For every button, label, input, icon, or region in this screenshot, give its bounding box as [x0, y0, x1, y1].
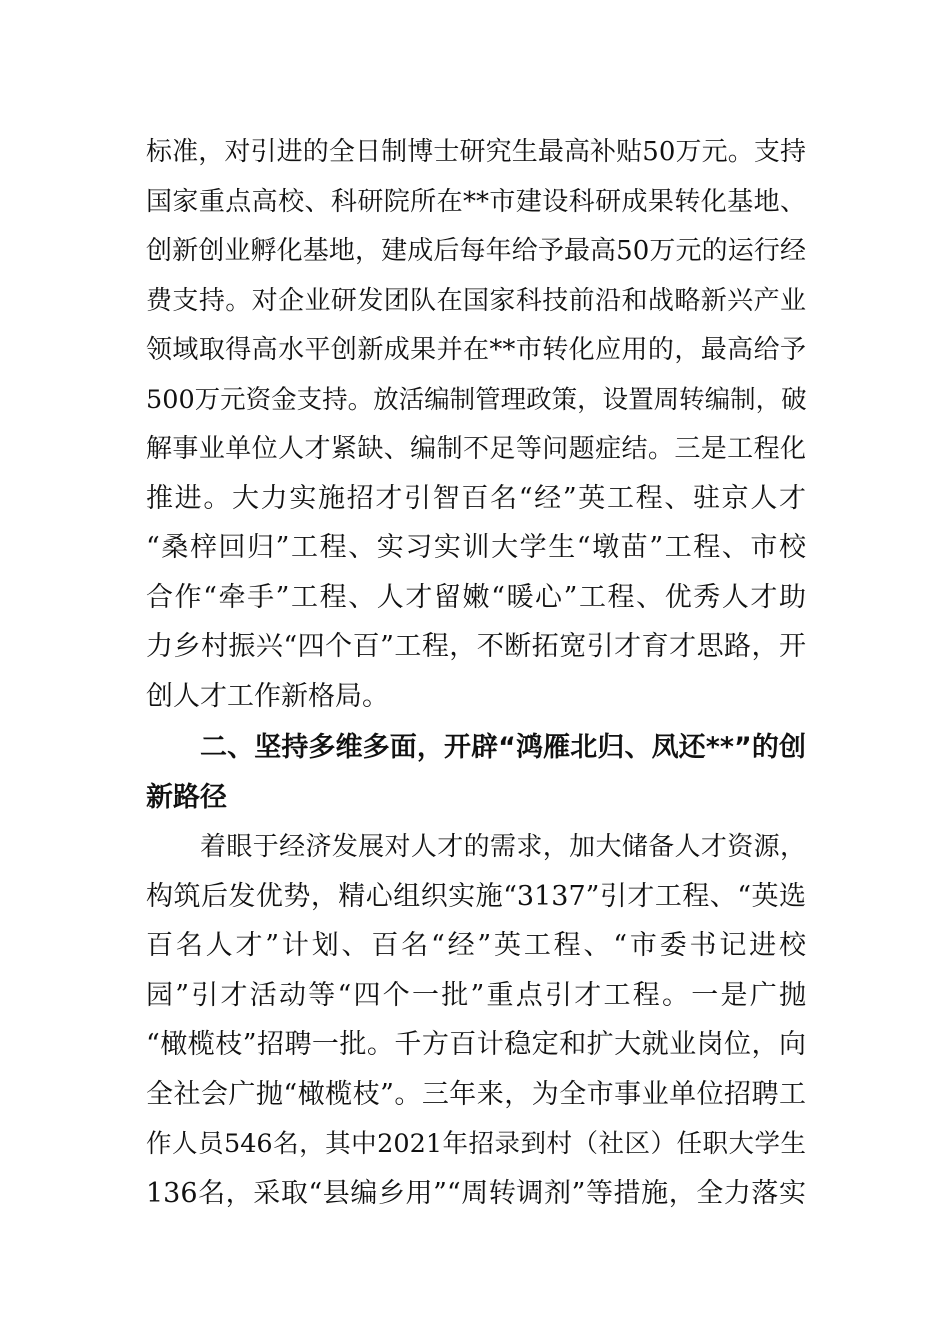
text-line: 作人员546名，其中2021年招录到村（社区）任职大学生	[146, 1129, 806, 1159]
text-line: 合作“牵手”工程、人才留嫩“暖心”工程、优秀人才助	[146, 582, 806, 613]
text-line: 国家重点高校、科研院所在**市建设科研成果转化基地、	[146, 187, 806, 217]
text-line: “桑梓回归”工程、实习实训大学生“墩苗”工程、市校	[146, 532, 806, 563]
section-heading: 二、坚持多维多面，开辟“鸿雁北归、凤还**”的创	[200, 732, 806, 763]
text-line: “橄榄枝”招聘一批。千方百计稳定和扩大就业岗位，向	[146, 1029, 806, 1060]
text-line: 力乡村振兴“四个百”工程，不断拓宽引才育才思路，开	[146, 631, 806, 662]
text-line: 百名人才”计划、百名“经”英工程、“市委书记进校	[146, 930, 806, 961]
text-line: 领域取得高水平创新成果并在**市转化应用的，最高给予	[146, 335, 806, 365]
text-line: 构筑后发优势，精心组织实施“3137”引才工程、“英选	[146, 881, 806, 912]
text-line: 费支持。对企业研发团队在国家科技前沿和战略新兴产业	[146, 286, 806, 316]
text-line: 全社会广抛“橄榄枝”。三年来，为全市事业单位招聘工	[146, 1079, 806, 1110]
text-line: 园”引才活动等“四个一批”重点引才工程。一是广抛	[146, 980, 806, 1011]
text-line: 着眼于经济发展对人才的需求，加大储备人才资源，	[200, 832, 806, 862]
section-heading: 新路径	[146, 782, 227, 813]
text-line: 创人才工作新格局。	[146, 681, 389, 712]
text-line: 推进。大力实施招才引智百名“经”英工程、驻京人才	[146, 483, 806, 514]
text-line: 标准，对引进的全日制博士研究生最高补贴50万元。支持	[146, 137, 806, 167]
text-line: 创新创业孵化基地，建成后每年给予最高50万元的运行经	[146, 236, 806, 266]
text-line: 136名，采取“县编乡用”“周转调剂”等措施，全力落实	[146, 1178, 806, 1209]
text-line: 500万元资金支持。放活编制管理政策，设置周转编制，破	[146, 385, 807, 415]
text-line: 解事业单位人才紧缺、编制不足等问题症结。三是工程化	[146, 434, 806, 464]
